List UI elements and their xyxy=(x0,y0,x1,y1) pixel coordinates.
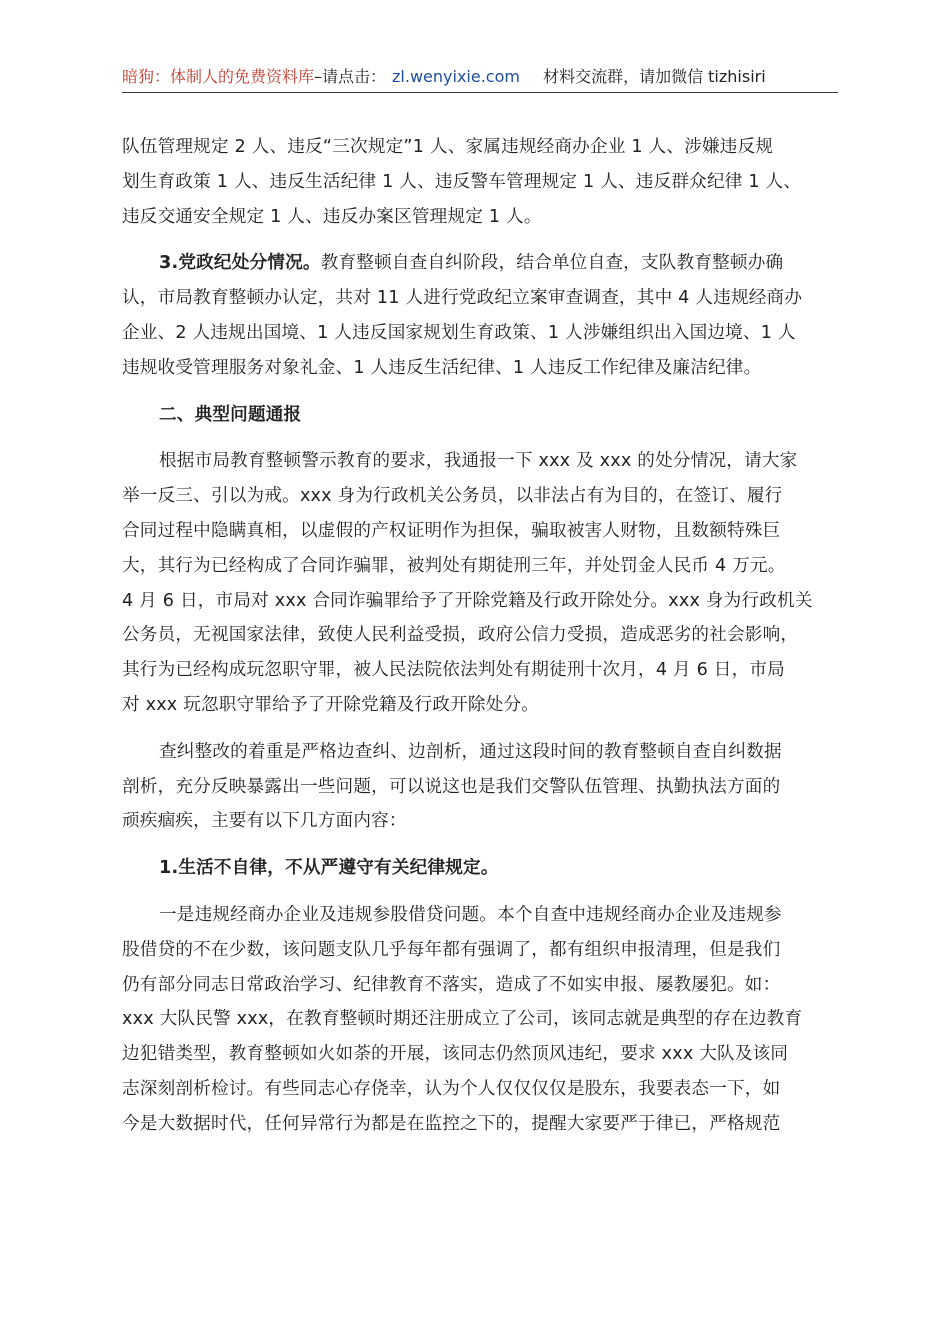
text-fragment: 教育整顿自查自纠阶段，结合单位自查，支队教育整顿办确 xyxy=(320,253,784,274)
header-contact: 材料交流群，请加微信 tizhisiri xyxy=(543,67,766,86)
header-click-prompt: –请点击： xyxy=(314,67,387,86)
document-body xyxy=(122,130,838,1142)
paragraph-case-report xyxy=(122,444,838,722)
text-line: 仍有部分同志日常政治学习、纪律教育不落实，造成了不如实申报、屡教屡犯。如： xyxy=(122,974,781,995)
text-line: 认，市局教育整顿办认定，共对 11 人进行党政纪立案审查调查，其中 4 人违规经商办 xyxy=(122,288,803,309)
text-line: 划生育政策 1 人、违反生活纪律 1 人、违反警车管理规定 1 人、违反群众纪律 1 人、 xyxy=(122,171,802,192)
text-line: 股借贷的不在少数，该问题支队几乎每年都有强调了，都有组织申报清理，但是我们 xyxy=(122,939,781,960)
text-line xyxy=(122,246,838,281)
text-line: xxx 大队民警 xxx，在教育整顿时期还注册成立了公司，该同志就是典型的存在边教育 xyxy=(122,1009,803,1030)
header-link[interactable]: zl.wenyixie.com xyxy=(392,67,520,86)
text-line: 队伍管理规定 2 人、违反“三次规定”1 人、家属违规经商办企业 1 人、涉嫌违反规 xyxy=(122,137,774,157)
text-line: 其行为已经构成玩忽职守罪，被人民法院依法判处有期徒刑十次月，4 月 6 日，市局 xyxy=(122,660,785,681)
paragraph-discipline-list xyxy=(122,130,838,234)
text-line: 企业、2 人违规出国境、1 人违反国家规划生育政策、1 人涉嫌组织出入国边境、1 人 xyxy=(122,322,796,343)
text-line: 剖析，充分反映暴露出一些问题，可以说这也是我们交警队伍管理、执勤执法方面的 xyxy=(122,776,781,797)
text-line: 合同过程中隐瞒真相，以虚假的产权证明作为担保，骗取被害人财物，且数额特殊巨 xyxy=(122,520,781,541)
subheading-self-discipline: 1.生活不自律，不从严遵守有关纪律规定。 xyxy=(159,858,499,879)
text-line: 查纠整改的着重是严格边查纠、边剖析，通过这段时间的教育整顿自查自纠数据 xyxy=(159,741,782,762)
text-line: 志深刻剖析检讨。有些同志心存侥幸，认为个人仅仅仅仅是股东，我要表态一下，如 xyxy=(122,1078,781,1099)
text-line: 根据市局教育整顿警示教育的要求，我通报一下 xxx 及 xxx 的处分情况，请大家 xyxy=(159,451,798,472)
text-line: 边犯错类型，教育整顿如火如荼的开展，该同志仍然顶风违纪，要求 xxx 大队及该同 xyxy=(122,1044,789,1065)
paragraph-rectification xyxy=(122,735,838,839)
text-line: 今是大数据时代，任何异常行为都是在监控之下的，提醒大家要严于律已，严格规范 xyxy=(122,1113,781,1134)
subheading-party-discipline: 3.党政纪处分情况。 xyxy=(159,253,321,274)
text-line: 违规收受管理服务对象礼金、1 人违反生活纪律、1 人违反工作纪律及廉洁纪律。 xyxy=(122,357,762,378)
paragraph-business-violations xyxy=(122,898,838,1142)
header-site-name: 暗狗：体制人的免费资料库 xyxy=(122,67,315,86)
text-line: 举一反三、引以为戒。xxx 身为行政机关公务员，以非法占有为目的，在签订、履行 xyxy=(122,486,783,507)
text-line: 大，其行为已经构成了合同诈骗罪，被判处有期徒刑三年，并处罚金人民币 4 万元。 xyxy=(122,555,786,576)
text-line: 一是违规经商办企业及违规参股借贷问题。本个自查中违规经商办企业及违规参 xyxy=(159,904,782,925)
paragraph-party-discipline xyxy=(122,246,838,385)
text-line: 违反交通安全规定 1 人、违反办案区管理规定 1 人。 xyxy=(122,206,542,227)
text-line: 4 月 6 日，市局对 xxx 合同诈骗罪给予了开除党籍及行政开除处分。xxx 身为行政机关 xyxy=(122,590,813,611)
text-line: 对 xxx 玩忽职守罪给予了开除党籍及行政开除处分。 xyxy=(122,694,540,715)
section-heading-typical-issues: 二、典型问题通报 xyxy=(159,404,302,425)
page-header xyxy=(122,64,838,93)
text-line: 公务员，无视国家法律，致使人民利益受损，政府公信力受损，造成恶劣的社会影响， xyxy=(122,625,799,646)
text-line: 顽疾痼疾，主要有以下几方面内容： xyxy=(122,811,407,832)
